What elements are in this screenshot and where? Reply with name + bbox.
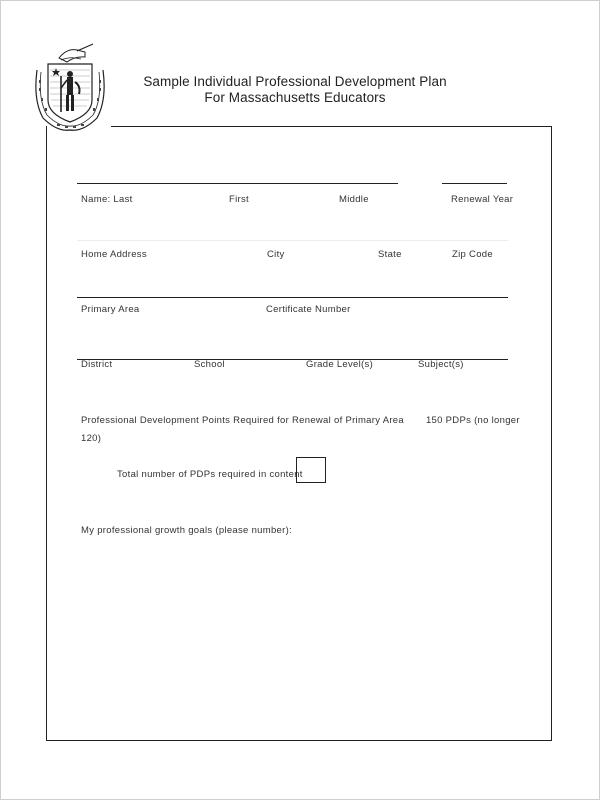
district-label: District: [81, 359, 113, 370]
content-pdp-input-box[interactable]: [296, 457, 326, 483]
certificate-number-label: Certificate Number: [266, 304, 351, 315]
growth-goals-label: My professional growth goals (please number):: [81, 525, 292, 536]
last-name-label: Name: Last: [81, 194, 133, 205]
state-label: State: [378, 249, 402, 260]
city-label: City: [267, 249, 285, 260]
title-line-1: Sample Individual Professional Development Plan: [143, 74, 447, 89]
renewal-year-label: Renewal Year: [451, 194, 514, 205]
header-divider: [111, 126, 551, 127]
pdp-requirement-label: Professional Development Points Required for Renewal of Primary Area: [81, 415, 404, 426]
title-line-2: For Massachusetts Educators: [204, 90, 386, 105]
zip-code-label: Zip Code: [452, 249, 493, 260]
first-name-label: First: [229, 194, 249, 205]
subjects-label: Subject(s): [418, 359, 464, 370]
home-address-label: Home Address: [81, 249, 147, 260]
primary-area-label: Primary Area: [81, 304, 140, 315]
grade-levels-label: Grade Level(s): [306, 359, 374, 370]
middle-name-label: Middle: [339, 194, 369, 205]
name-fill-line[interactable]: [77, 183, 398, 184]
primary-area-fill-line[interactable]: [77, 297, 508, 298]
school-label: School: [194, 359, 225, 370]
content-pdp-label: Total number of PDPs required in content: [117, 469, 303, 480]
address-fill-line[interactable]: [77, 240, 508, 241]
renewal-year-fill-line[interactable]: [442, 183, 507, 184]
pdp-requirement: [81, 412, 536, 448]
page-title: [140, 74, 450, 106]
pdp-requirement-value: 150 PDPs (no longer 120): [81, 415, 520, 444]
massachusetts-seal-icon: [31, 40, 109, 132]
